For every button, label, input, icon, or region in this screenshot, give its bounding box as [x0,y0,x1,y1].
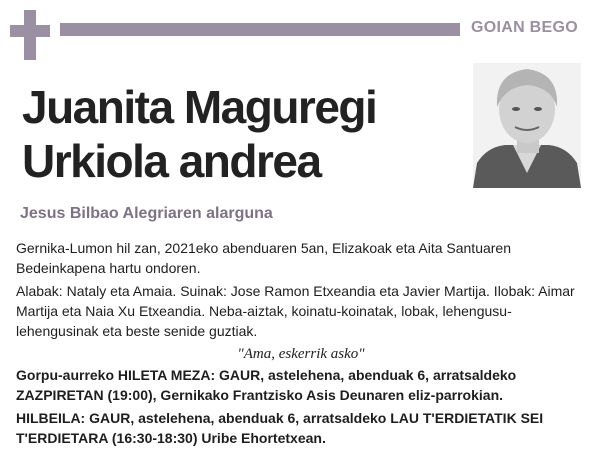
family-paragraph: Alabak: Nataly eta Amaia. Suinak: Jose Ramon Etxeandia eta Javier Martija. Ilobak: Aimar Martija eta Naia Xu Etxeandia. Neba-aiztak, koinatu-koinatak, lobak, lehengusu-lehengusinak eta beste senide guztiak. [16,283,575,339]
name-line-2: Urkiola andrea [22,135,321,187]
portrait-photo [473,63,581,188]
quote: "Ama, eskerrik asko" [237,346,365,362]
header-divider [60,23,460,36]
spouse-line: Jesus Bilbao Alegriaren alarguna [20,205,273,222]
name-line-1: Juanita Maguregi [22,81,377,133]
deceased-name [22,80,376,188]
notice-body [16,238,586,451]
death-paragraph: Gernika-Lumon hil zan, 2021eko abenduaren 5an, Elizakoak eta Aita Santuaren Bedeinkapena hartu ondoren. [16,240,512,276]
section-label: GOIAN BEGO [470,19,578,36]
burial-paragraph: HILBEILA: GAUR, astelehena, abenduak 6, arratsaldeko LAU T'ERDIETATIK SEI T'ERDIETARA (16:30-18:30) Uribe Ehortetxean. [16,410,544,446]
cross-icon [10,10,50,60]
funeral-paragraph: Gorpu-aurreko HILETA MEZA: GAUR, astelehena, abenduak 6, arratsaldeko ZAZPIRETAN (19:00), Gernikako Frantzisko Asis Deunaren eliz-parrokian. [16,367,517,403]
